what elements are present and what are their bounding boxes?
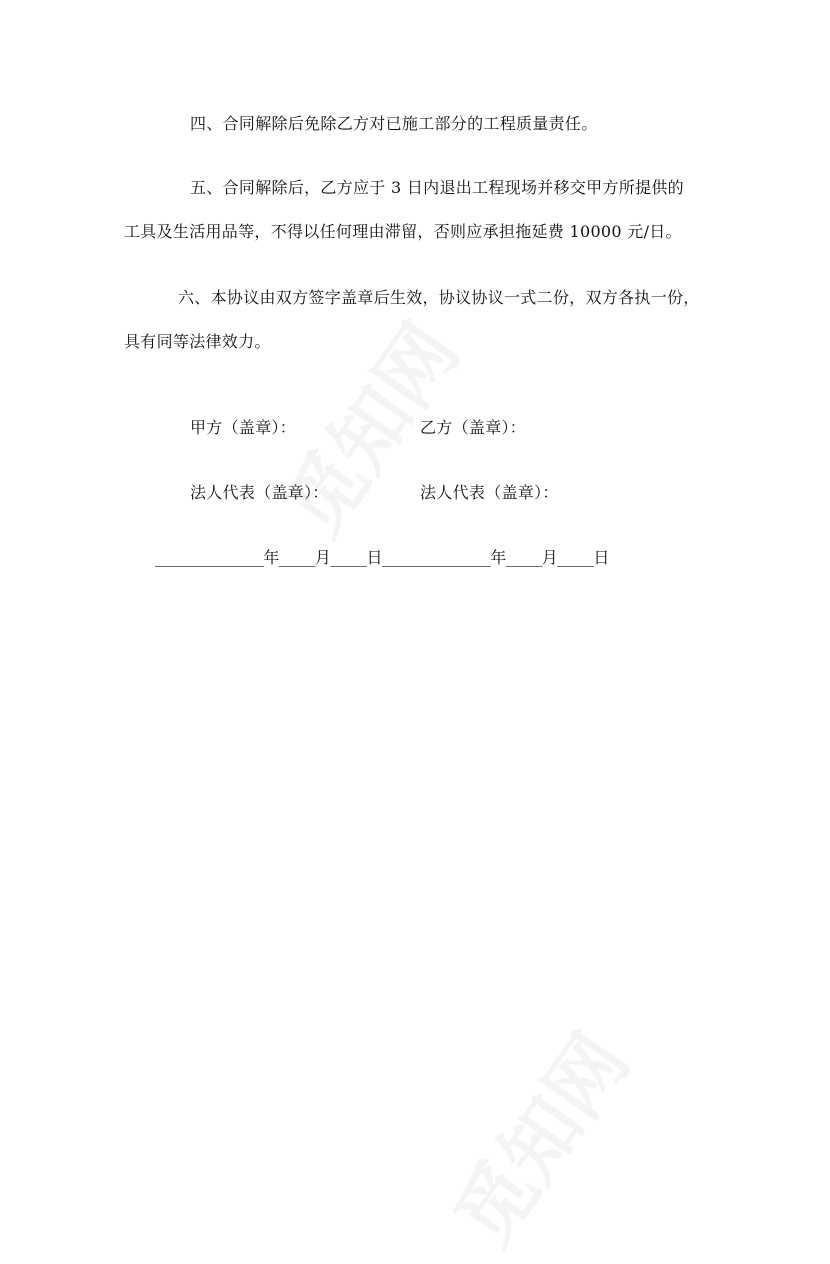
legal-rep-b-label: 法人代表（盖章）： [420,483,559,502]
clause-6-line-1: 六、本协议由双方签字盖章后生效，协议协议一式二份，双方各执一份， [178,288,700,307]
party-a-seal-label: 甲方（盖章）： [190,418,297,437]
clause-5-line-2: 工具及生活用品等，不得以任何理由滞留，否则应承担拖延费 10000 元/日。 [124,222,682,241]
party-b-seal-label: 乙方（盖章）： [420,418,527,437]
date-signature-line: ____________年____月____日____________年____月____日 [155,548,609,567]
clause-4: 四、合同解除后免除乙方对已施工部分的工程质量责任。 [190,114,598,133]
clause-5-line-1: 五、合同解除后，乙方应于 3 日内退出工程现场并移交甲方所提供的 [190,178,684,197]
watermark-bottom [424,1008,650,1264]
legal-rep-a-label: 法人代表（盖章）： [190,483,329,502]
clause-6-line-2: 具有同等法律效力。 [124,332,271,351]
